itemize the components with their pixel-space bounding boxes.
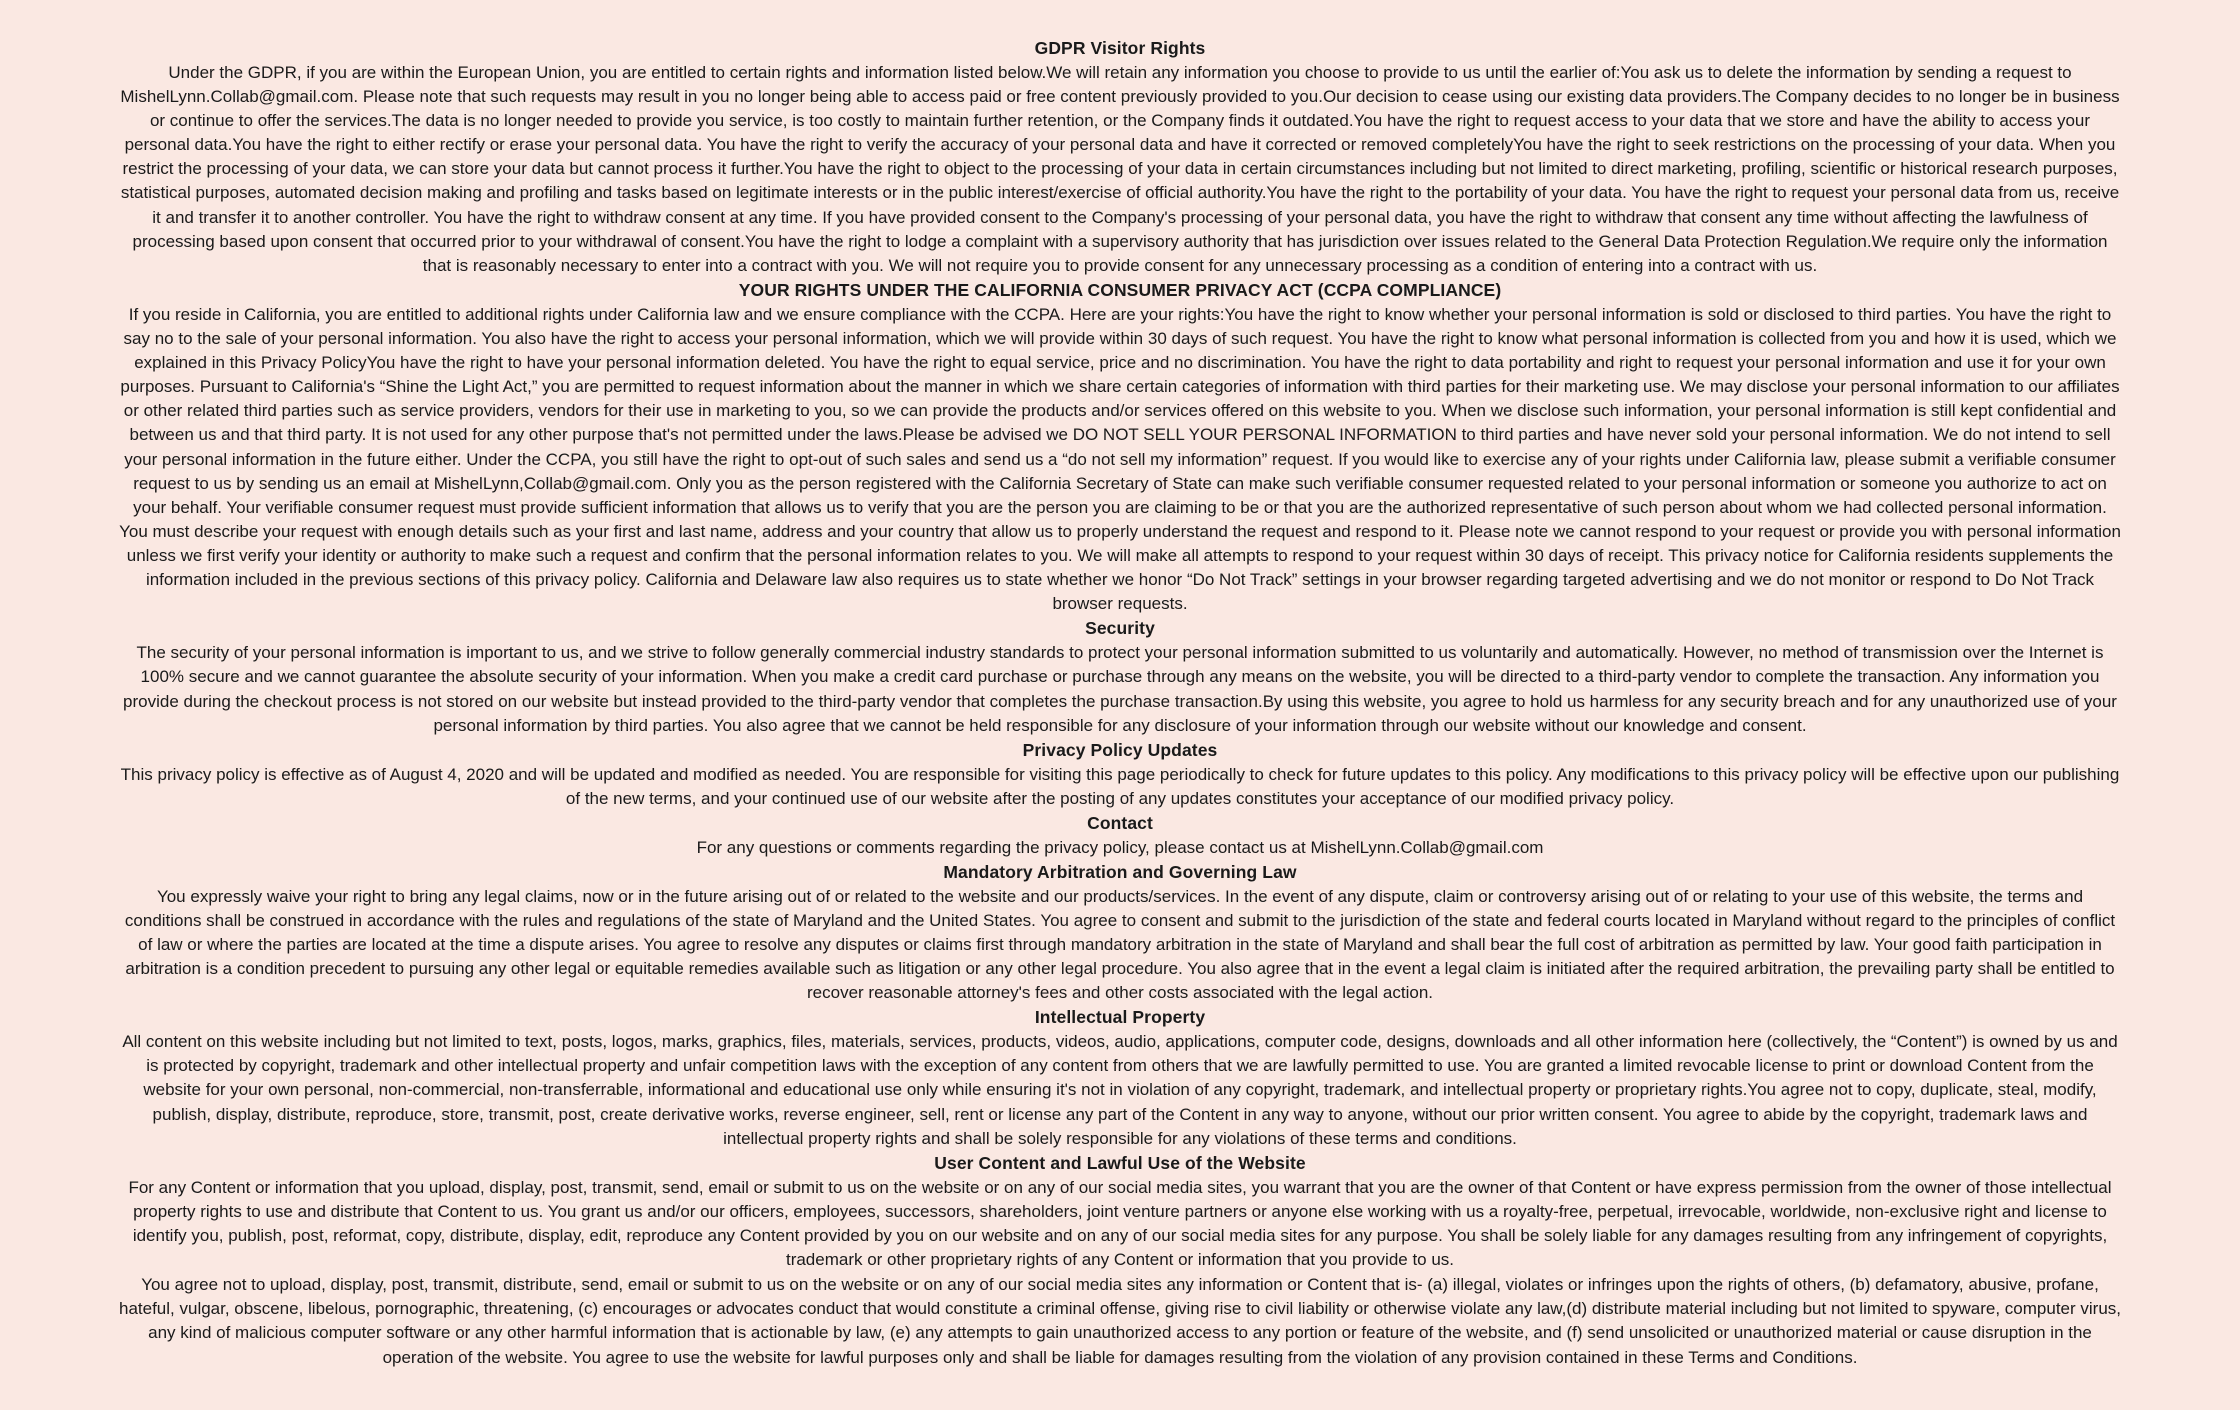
section-heading: Contact — [1087, 812, 1153, 833]
section-privacy-policy-updates — [118, 738, 2122, 811]
section-paragraph: If you reside in California, you are entitled to additional rights under California law and we ensure compliance with the CCPA. Here are your rights:You have the right to know whether your personal information is sold or disclosed to third parties. You have the right to say no to the sale of your personal information. You also have the right to access your personal information, which we will provide within 30 days of such request. You have the right to know what personal information is collected from you and how it is used, which we explained in this Privacy PolicyYou have the right to have your personal information deleted. You have the right to equal service, price and no discrimination. You have the right to data portability and right to request your personal information and use it for your own purposes. Pursuant to California's “Shine the Light Act,” you are permitted to request information about the manner in which we share certain categories of information with third parties for their marketing use. We may disclose your personal information to our affiliates or other related third parties such as service providers, vendors for their use in marketing to you, so we can provide the products and/or services offered on this website to you. When we disclose such information, your personal information is still kept confidential and between us and that third party. It is not used for any other purpose that's not permitted under the laws.Please be advised we DO NOT SELL YOUR PERSONAL INFORMATION to third parties and have never sold your personal information. We do not intend to sell your personal information in the future either. Under the CCPA, you still have the right to opt-out of such sales and send us a “do not sell my information” request. If you would like to exercise any of your rights under California law, please submit a verifiable consumer request to us by sending us an email at MishelLynn,Collab@gmail.com. Only you as the person registered with the California Secretary of State can make such verifiable consumer requested related to your personal information or someone you authorize to act on your behalf. Your verifiable consumer request must provide sufficient information that allows us to verify that you are the person you are claiming to be or that you are the authorized representative of such person about whom we had collected personal information. You must describe your request with enough details such as your first and last name, address and your country that allow us to properly understand the request and respond to it. Please note we cannot respond to your request or provide you with personal information unless we first verify your identity or authority to make such a request and confirm that the personal information relates to you. We will make all attempts to respond to your request within 30 days of receipt. This privacy notice for California residents supplements the information included in the previous sections of this privacy policy. California and Delaware law also requires us to state whether we honor “Do Not Track” settings in your browser regarding targeted advertising and we do not monitor or respond to Do Not Track browser requests. — [119, 304, 2121, 614]
section-paragraph: This privacy policy is effective as of August 4, 2020 and will be updated and modified as needed. You are responsible for visiting this page periodically to check for future updates to this policy. Any modifications to this privacy policy will be effective upon our publishing of the new terms, and your continued use of our website after the posting of any updates constitutes your acceptance of our modified privacy policy. — [120, 764, 2120, 808]
section-gdpr-visitor-rights — [118, 36, 2122, 278]
section-heading: Intellectual Property — [1034, 1007, 1206, 1028]
section-heading: GDPR Visitor Rights — [1034, 38, 1206, 58]
section-paragraph: For any questions or comments regarding the privacy policy, please contact us at MishelLynn.Collab@gmail.com — [696, 837, 1544, 857]
section-intellectual-property — [118, 1005, 2122, 1150]
section-user-content-lawful-use — [118, 1151, 2122, 1370]
section-paragraph: Under the GDPR, if you are within the European Union, you are entitled to certain rights and information listed below.We will retain any information you choose to provide to us until the earlier of:You ask us to delete the information by sending a request to MishelLynn.Collab@gmail.com. Please note that such requests may result in you no longer being able to access paid or free content previously provided to you.Our decision to cease using our existing data providers.The Company decides to no longer be in business or continue to offer the services.The data is no longer needed to provide you service, is too costly to maintain further retention, or the Company finds it outdated.You have the right to request access to your data that we store and have the ability to access your personal data.You have the right to either rectify or erase your personal data. You have the right to verify the accuracy of your personal data and have it corrected or removed completelyYou have the right to seek restrictions on the processing of your data. When you restrict the processing of your data, we can store your data but cannot process it further.You have the right to object to the processing of your data in certain circumstances including but not limited to direct marketing, profiling, scientific or historical research purposes, statistical purposes, automated decision making and profiling and tasks based on legitimate interests or in the public interest/exercise of official authority.You have the right to the portability of your data. You have the right to request your personal data from us, receive it and transfer it to another controller. You have the right to withdraw consent at any time. If you have provided consent to the Company's processing of your personal data, you have the right to withdraw that consent any time without affecting the lawfulness of processing based upon consent that occurred prior to your withdrawal of consent.You have the right to lodge a complaint with a supervisory authority that has jurisdiction over issues related to the General Data Protection Regulation.We require only the information that is reasonably necessary to enter into a contract with you. We will not require you to provide consent for any unnecessary processing as a condition of entering into a contract with us. — [120, 62, 2120, 275]
section-paragraph: All content on this website including but not limited to text, posts, logos, marks, graphics, files, materials, services, products, videos, audio, applications, computer code, designs, downloads and all other information here (collectively, the “Content”) is owned by us and is protected by copyright, trademark and other intellectual property and unfair competition laws with the exception of any content from others that we are lawfully permitted to use. You are granted a limited revocable license to print or download Content from the website for your own personal, non-commercial, non-transferrable, informational and educational use only while ensuring it's not in violation of any copyright, trademark, and intellectual property or proprietary rights.You agree not to copy, duplicate, steal, modify, publish, display, distribute, reproduce, store, transmit, post, create derivative works, reverse engineer, sell, rent or license any part of the Content in any way to anyone, without our prior written consent. You agree to abide by the copyright, trademark laws and intellectual property rights and shall be solely responsible for any violations of these terms and conditions. — [122, 1032, 2118, 1148]
section-paragraph: You expressly waive your right to bring any legal claims, now or in the future arising out of or related to the website and our products/services. In the event of any dispute, claim or controversy arising out of or relating to your use of this website, the terms and conditions shall be construed in accordance with the rules and regulations of the state of Maryland and the United States. You agree to consent and submit to the jurisdiction of the state and federal courts located in Maryland without regard to the principles of conflict of law or where the parties are located at the time a dispute arises. You agree to resolve any disputes or claims first through mandatory arbitration in the state of Maryland and shall bear the full cost of arbitration as permitted by law. Your good faith participation in arbitration is a condition precedent to pursuing any other legal or equitable remedies available such as litigation or any other legal procedure. You also agree that in the event a legal claim is initiated after the required arbitration, the prevailing party shall be entitled to recover reasonable attorney's fees and other costs associated with the legal action. — [124, 886, 2116, 1003]
section-heading: YOUR RIGHTS UNDER THE CALIFORNIA CONSUMER PRIVACY ACT (CCPA COMPLIANCE) — [738, 279, 1502, 300]
section-heading: User Content and Lawful Use of the Website — [934, 1152, 1306, 1173]
section-mandatory-arbitration — [118, 860, 2122, 1005]
section-heading: Mandatory Arbitration and Governing Law — [943, 861, 1297, 882]
section-contact — [118, 811, 2122, 860]
section-heading: Security — [1085, 618, 1155, 639]
section-security — [118, 616, 2122, 737]
section-heading: Privacy Policy Updates — [1022, 739, 1218, 760]
section-paragraph: The security of your personal information is important to us, and we strive to follow generally commercial industry standards to protect your personal information submitted to us voluntarily and automatically. However, no method of transmission over the Internet is 100% secure and we cannot guarantee the absolute security of your information. When you make a credit card purchase or purchase through any means on the website, you will be directed to a third-party vendor to complete the transaction. Any information you provide during the checkout process is not stored on our website but instead provided to the third-party vendor that completes the purchase transaction.By using this website, you agree to hold us harmless for any security breach and for any unauthorized use of your personal information by third parties. You also agree that we cannot be held responsible for any disclosure of your information through our website without our knowledge and consent. — [123, 643, 2117, 735]
section-paragraph: For any Content or information that you upload, display, post, transmit, send, email or submit to us on the website or on any of our social media sites, you warrant that you are the owner of that Content or have express permission from the owner of those intellectual property rights to use and distribute that Content to us. You grant us and/or our officers, employees, successors, shareholders, joint venture partners or anyone else working with us a royalty-free, perpetual, irrevocable, worldwide, non-exclusive right and license to identify you, publish, post, reformat, copy, distribute, display, edit, reproduce any Content provided by you on our website and on any of our social media sites for any purpose. You shall be solely liable for any damages resulting from any infringement of copyrights, trademark or other proprietary rights of any Content or information that you provide to us. — [128, 1177, 2112, 1269]
section-ccpa-rights — [118, 278, 2122, 616]
document-body — [118, 36, 2122, 1370]
section-paragraph: You agree not to upload, display, post, transmit, distribute, send, email or submit to us on the website or on any of our social media sites any information or Content that is- (a) illegal, violates or infringes upon the rights of others, (b) defamatory, abusive, profane, hateful, vulgar, obscene, libelous, pornographic, threatening, (c) encourages or advocates conduct that would constitute a criminal offense, giving rise to civil liability or otherwise violate any law,(d) distribute material including but not limited to spyware, computer virus, any kind of malicious computer software or any other harmful information that is actionable by law, (e) any attempts to gain unauthorized access to any portion or feature of the website, and (f) send unsolicited or unauthorized material or cause disruption in the operation of the website. You agree to use the website for lawful purposes only and shall be liable for damages resulting from the violation of any provision contained in these Terms and Conditions. — [119, 1275, 2121, 1367]
